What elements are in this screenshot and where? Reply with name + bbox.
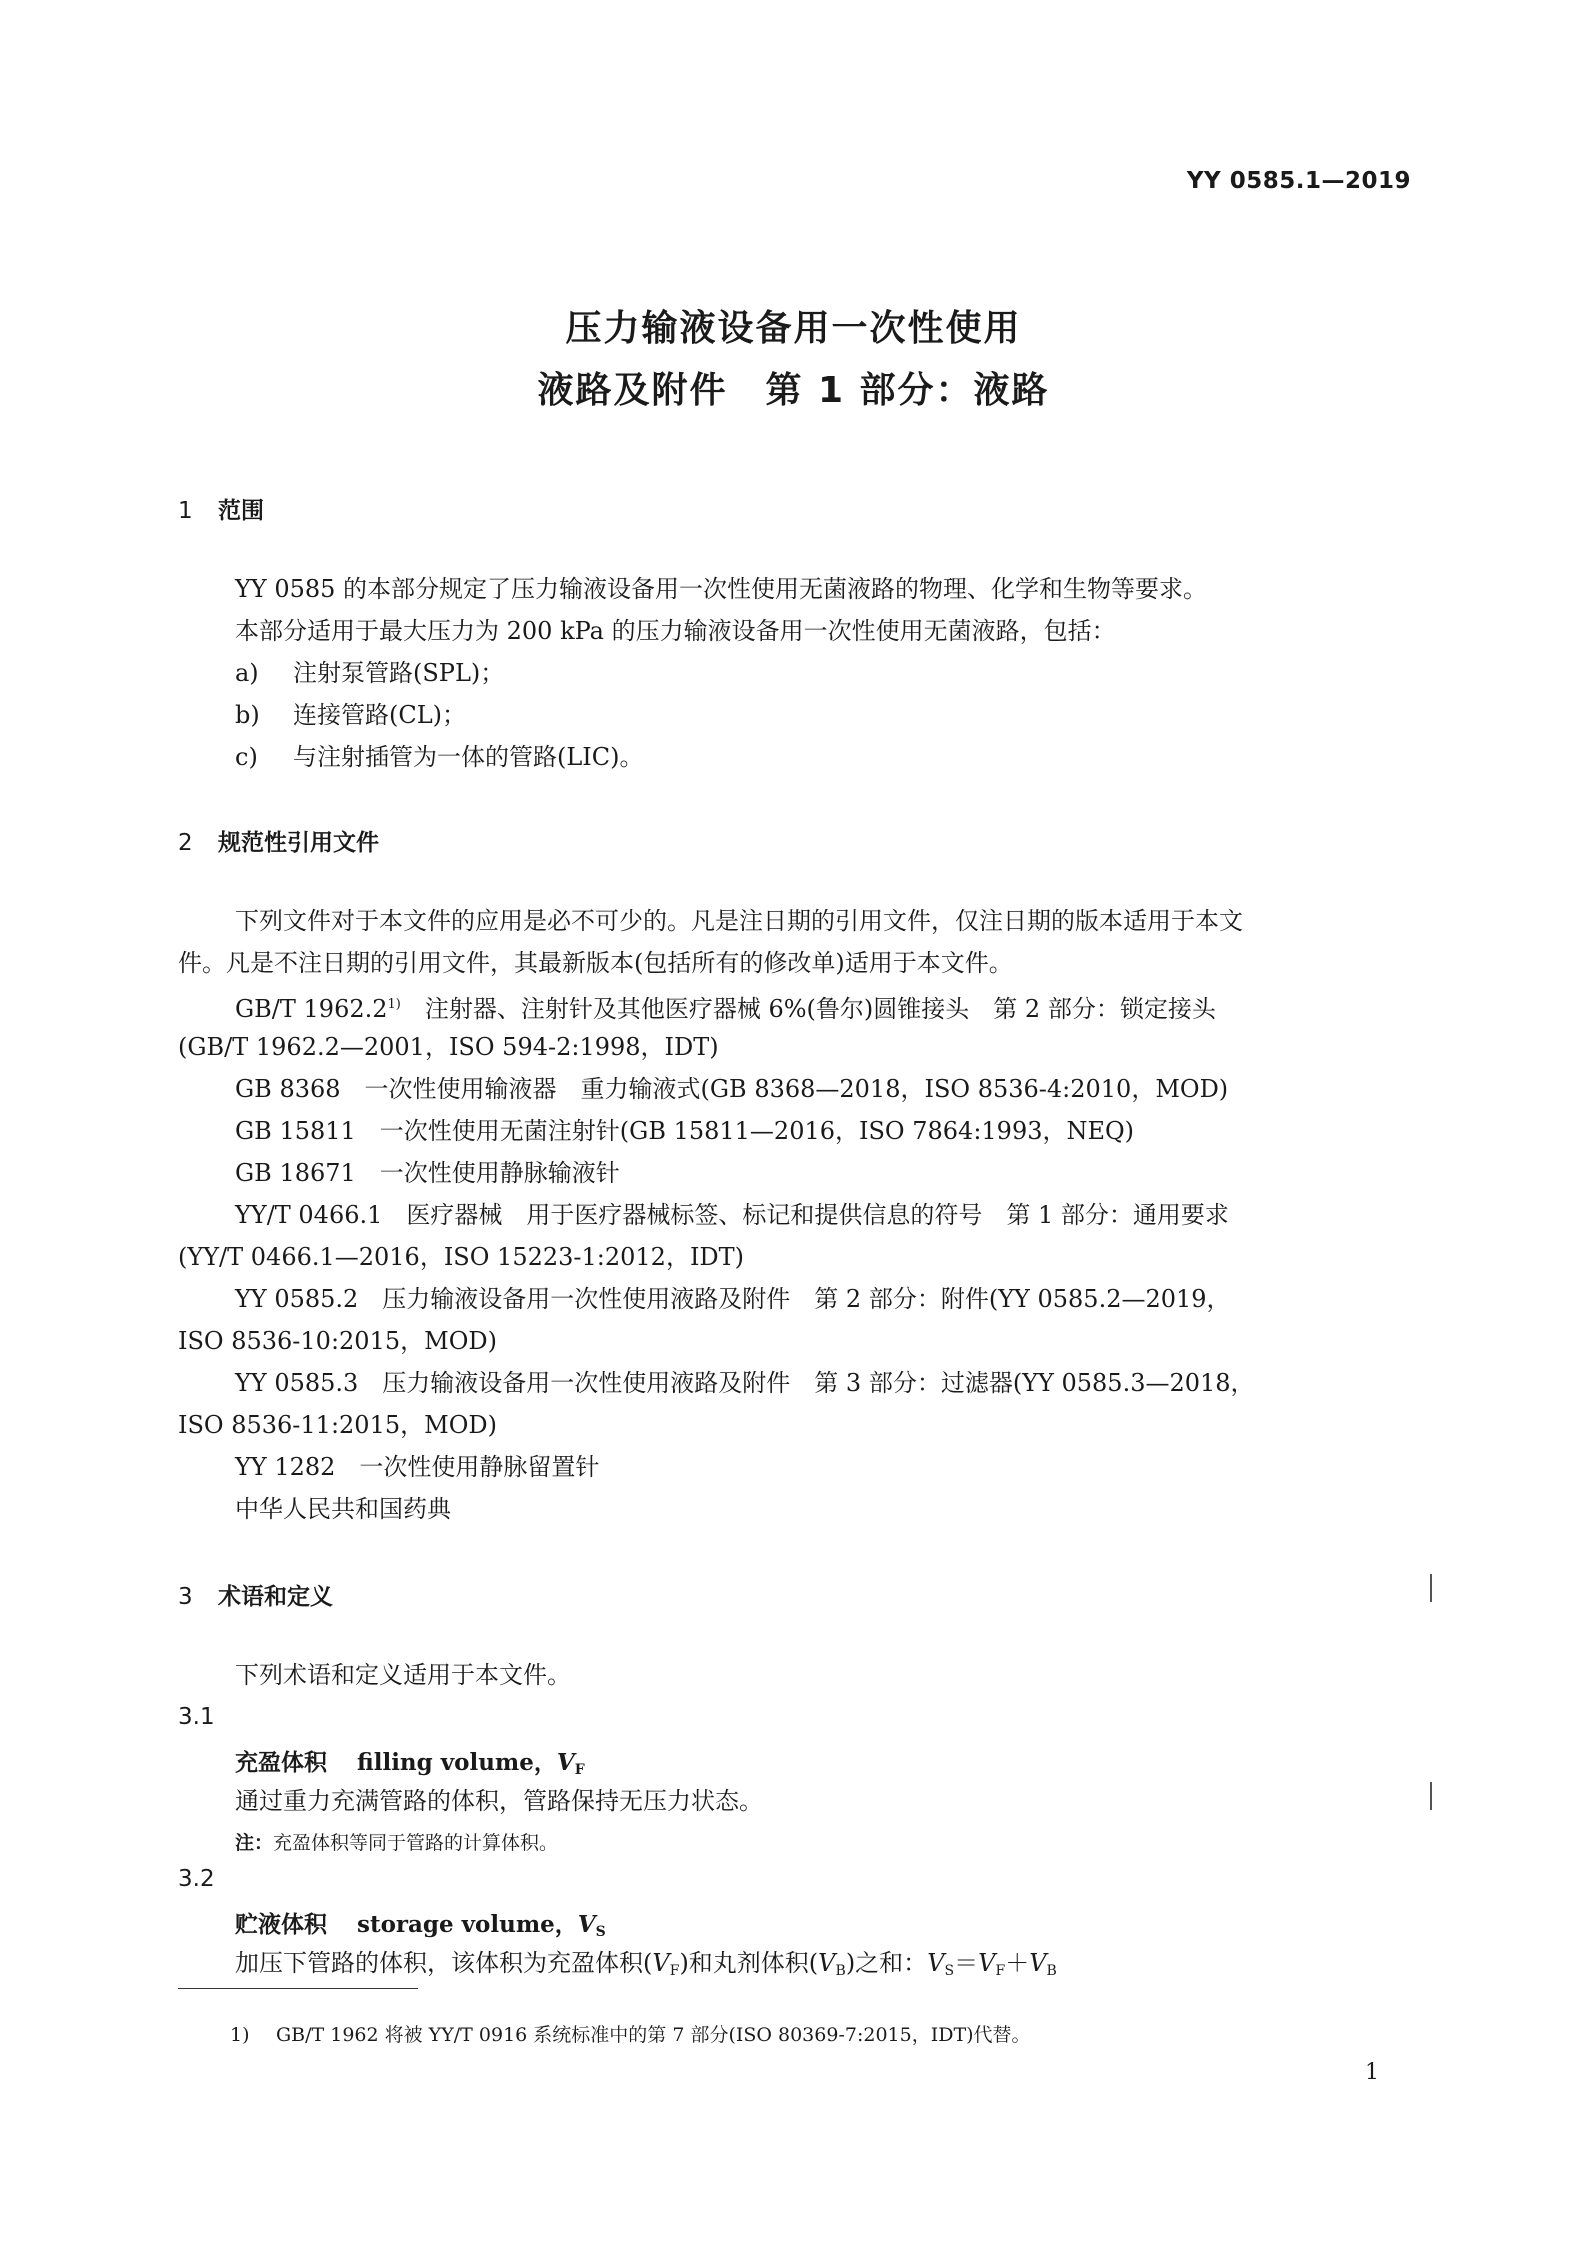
- reference-3: GB 15811 一次性使用无菌注射针(GB 15811—2016，ISO 7864:1993，NEQ): [235, 1117, 1135, 1145]
- term-3-2-number: 3.2: [178, 1866, 215, 1892]
- term-3-1-en: filling volume: [357, 1749, 534, 1776]
- reference-1-code: GB/T 1962.2: [235, 995, 388, 1023]
- reference-5-continuation: (YY/T 0466.1—2016，ISO 15223-1:2012，IDT): [178, 1243, 745, 1271]
- list-item-text: 连接管路(CL)；: [293, 701, 467, 729]
- section-3-heading: [178, 1578, 333, 1611]
- formula-var: V: [652, 1949, 670, 1977]
- term-3-2-symbol-sub: S: [595, 1924, 606, 1940]
- term-3-2-symbol: V: [577, 1911, 596, 1938]
- term-3-1-number: 3.1: [178, 1704, 215, 1730]
- list-item-mark: a): [235, 659, 259, 687]
- list-item-mark: c): [235, 743, 258, 771]
- term-3-2-en: storage volume: [357, 1911, 555, 1938]
- section-3-number: 3: [178, 1584, 193, 1610]
- reference-9: 中华人民共和国药典: [235, 1495, 451, 1523]
- reference-1-continuation: (GB/T 1962.2—2001，ISO 594-2:1998，IDT): [178, 1033, 719, 1061]
- definition-text: )之和：: [845, 1949, 928, 1977]
- formula-var: V: [1029, 1949, 1047, 1977]
- note-text: 充盈体积等同于管路的计算体积。: [273, 1832, 559, 1854]
- definition-text: 加压下管路的体积，该体积为充盈体积(: [235, 1949, 653, 1977]
- formula-operator: ＋: [1005, 1949, 1030, 1977]
- section-2-number: 2: [178, 830, 193, 856]
- section-1-heading: [178, 492, 264, 525]
- reference-4: GB 18671 一次性使用静脉输液针: [235, 1159, 620, 1187]
- term-3-1-title: 充盈体积 filling volume，$V_F$: [235, 1749, 585, 1778]
- term-3-1-symbol: V: [556, 1749, 575, 1776]
- reference-1-title: 注射器、注射针及其他医疗器械 6%(鲁尔)圆锥接头 第 2 部分：锁定接头: [400, 995, 1216, 1023]
- page-number: 1: [1365, 2060, 1379, 2085]
- formula-sub: F: [995, 1963, 1006, 1979]
- note-label: 注：: [235, 1832, 274, 1854]
- list-item-text: 与注射插管为一体的管路(LIC)。: [293, 743, 644, 771]
- reference-7: YY 0585.3 压力输液设备用一次性使用液路及附件 第 3 部分：过滤器(YY 0585.3—2018，: [235, 1369, 1255, 1397]
- list-item: [235, 700, 466, 730]
- term-3-2-title: 贮液体积 storage volume，$V_S$: [235, 1911, 606, 1940]
- term-3-1-symbol-sub: F: [574, 1762, 585, 1778]
- change-bar: [1430, 1782, 1432, 1810]
- formula-var: V: [927, 1949, 945, 1977]
- formula-operator: ＝: [954, 1949, 979, 1977]
- terms-intro: 下列术语和定义适用于本文件。: [235, 1661, 571, 1689]
- footnote-ref-mark: 1): [387, 997, 401, 1012]
- footnote-text: GB/T 1962 将被 YY/T 0916 系统标准中的第 7 部分(ISO 80369-7:2015，IDT)代替。: [276, 2024, 1031, 2046]
- term-3-1-note: [235, 1828, 558, 1855]
- list-item: [235, 658, 504, 688]
- scope-paragraph-1: YY 0585 的本部分规定了压力输液设备用一次性使用无菌液路的物理、化学和生物等要求。: [235, 575, 1208, 603]
- formula-var: V: [818, 1949, 836, 1977]
- section-2-heading: [178, 824, 379, 857]
- reference-2: GB 8368 一次性使用输液器 重力输液式(GB 8368—2018，ISO 8536-4:2010，MOD): [235, 1075, 1229, 1103]
- section-2-title: 规范性引用文件: [218, 830, 379, 856]
- list-item: [235, 742, 644, 772]
- list-item-mark: b): [235, 701, 260, 729]
- formula-sub: F: [669, 1963, 680, 1979]
- references-intro-line-1: 下列文件对于本文件的应用是必不可少的。凡是注日期的引用文件，仅注日期的版本适用于本文: [235, 907, 1243, 935]
- formula-sub: B: [1046, 1963, 1057, 1979]
- formula-sub: S: [944, 1963, 955, 1979]
- reference-5: YY/T 0466.1 医疗器械 用于医疗器械标签、标记和提供信息的符号 第 1 部分：通用要求: [235, 1201, 1229, 1229]
- term-3-2-zh: 贮液体积: [235, 1912, 327, 1938]
- formula-var: V: [978, 1949, 996, 1977]
- footnote: [230, 2020, 1031, 2047]
- footnote-rule: [178, 1988, 418, 1989]
- section-1-title: 范围: [218, 498, 264, 524]
- term-3-2-definition: [235, 1948, 1057, 1986]
- title-line-2: 液路及附件 第 1 部分：液路: [537, 370, 1050, 411]
- list-item-text: 注射泵管路(SPL)；: [293, 659, 505, 687]
- scope-paragraph-2: 本部分适用于最大压力为 200 kPa 的压力输液设备用一次性使用无菌液路，包括：: [235, 617, 1116, 645]
- change-bar: [1430, 1574, 1432, 1602]
- reference-6-continuation: ISO 8536-10:2015，MOD): [178, 1327, 497, 1355]
- reference-1: [235, 990, 1216, 1024]
- reference-7-continuation: ISO 8536-11:2015，MOD): [178, 1411, 497, 1439]
- title-line-1: 压力输液设备用一次性使用: [565, 308, 1022, 349]
- reference-8: YY 1282 一次性使用静脉留置针: [235, 1453, 600, 1481]
- definition-text: )和丸剂体积(: [679, 1949, 819, 1977]
- formula-sub: B: [835, 1963, 846, 1979]
- footnote-mark: 1): [230, 2024, 250, 2046]
- document-code: YY 0585.1—2019: [1186, 168, 1411, 194]
- reference-6: YY 0585.2 压力输液设备用一次性使用液路及附件 第 2 部分：附件(YY 0585.2—2019，: [235, 1285, 1231, 1313]
- section-1-number: 1: [178, 498, 193, 524]
- section-3-title: 术语和定义: [218, 1584, 333, 1610]
- term-3-1-definition: 通过重力充满管路的体积，管路保持无压力状态。: [235, 1787, 763, 1815]
- references-intro-line-2: 件。凡是不注日期的引用文件，其最新版本(包括所有的修改单)适用于本文件。: [178, 949, 1013, 977]
- term-3-1-zh: 充盈体积: [235, 1750, 327, 1776]
